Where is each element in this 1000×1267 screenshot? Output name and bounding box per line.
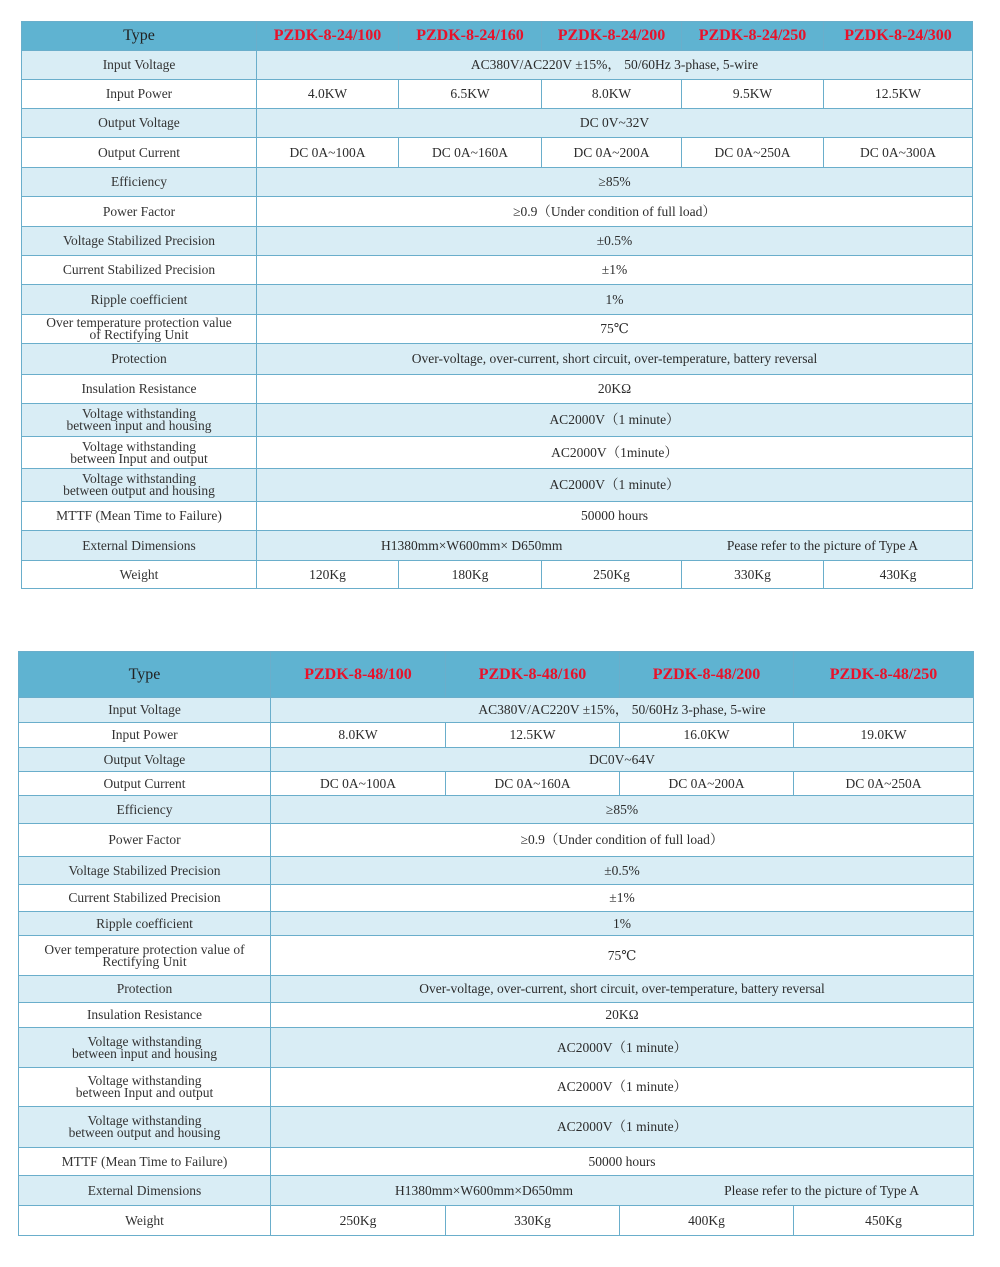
row-label: Power Factor xyxy=(22,197,257,227)
table-row xyxy=(19,748,974,772)
table-row xyxy=(22,168,973,197)
label-line: between output and housing xyxy=(68,1125,221,1140)
row-value: 50000 hours xyxy=(257,502,973,531)
table-row xyxy=(22,404,973,437)
row-value: AC380V/AC220V ±15%， 50/60Hz 3-phase, 5-wire xyxy=(271,698,974,723)
cell-value: DC 0A~160A xyxy=(446,772,620,796)
row-label: Current Stabilized Precision xyxy=(22,256,257,285)
row-label xyxy=(19,1028,271,1068)
label-line: Over temperature protection value of xyxy=(44,941,245,957)
row-label: Input Power xyxy=(22,80,257,109)
row-label: Voltage Stabilized Precision xyxy=(19,857,271,885)
dimensions-note: Pease refer to the picture of Type A xyxy=(726,537,918,553)
table-row xyxy=(19,976,974,1003)
row-label: Voltage Stabilized Precision xyxy=(22,227,257,256)
model-header: PZDK-8-24/100 xyxy=(257,22,399,51)
row-label: Output Voltage xyxy=(22,109,257,138)
table-row xyxy=(19,824,974,857)
model-header: PZDK-8-48/160 xyxy=(446,652,620,698)
row-label: Output Current xyxy=(19,772,271,796)
label-line: Voltage withstanding xyxy=(81,471,197,486)
table-row xyxy=(19,796,974,824)
cell-value: DC 0A~100A xyxy=(257,138,399,168)
table-row xyxy=(19,1107,974,1148)
table-row xyxy=(22,256,973,285)
row-value: 20KΩ xyxy=(271,1003,974,1028)
dimensions-note: Please refer to the picture of Type A xyxy=(724,1182,919,1198)
model-header: PZDK-8-24/200 xyxy=(542,22,682,51)
table-row xyxy=(22,285,973,315)
cell-value: 12.5KW xyxy=(446,723,620,748)
label-line: between Input and output xyxy=(75,1085,214,1100)
type-header: Type xyxy=(22,22,257,51)
row-value: ±1% xyxy=(271,885,974,912)
table-row xyxy=(22,502,973,531)
model-header: PZDK-8-48/200 xyxy=(620,652,794,698)
cell-value: 450Kg xyxy=(794,1206,974,1236)
row-value: ±1% xyxy=(257,256,973,285)
row-value: 75℃ xyxy=(257,315,973,344)
table-row xyxy=(19,1176,974,1206)
table-row xyxy=(19,1068,974,1107)
row-value: 1% xyxy=(271,912,974,936)
cell-value: 250Kg xyxy=(271,1206,446,1236)
row-label: Weight xyxy=(22,561,257,589)
row-value: AC2000V（1minute） xyxy=(257,437,973,469)
label-line: Voltage withstanding xyxy=(87,1033,202,1049)
cell-value: 4.0KW xyxy=(257,80,399,109)
row-value: 50000 hours xyxy=(271,1148,974,1176)
table-row xyxy=(19,1206,974,1236)
row-value: 75℃ xyxy=(271,936,974,976)
row-label: Protection xyxy=(22,344,257,375)
row-value xyxy=(271,1176,974,1206)
table-row xyxy=(19,885,974,912)
cell-value: 120Kg xyxy=(257,561,399,589)
model-header: PZDK-8-48/100 xyxy=(271,652,446,698)
table-row xyxy=(22,561,973,589)
spec-table-48v xyxy=(18,651,974,1236)
cell-value: 16.0KW xyxy=(620,723,794,748)
cell-value: DC 0A~100A xyxy=(271,772,446,796)
row-value xyxy=(257,531,973,561)
table-row xyxy=(19,936,974,976)
table-row xyxy=(19,772,974,796)
cell-value: 19.0KW xyxy=(794,723,974,748)
table-row xyxy=(19,723,974,748)
cell-value: 330Kg xyxy=(446,1206,620,1236)
model-header: PZDK-8-24/250 xyxy=(682,22,824,51)
row-label: External Dimensions xyxy=(22,531,257,561)
label-line: Voltage withstanding xyxy=(87,1113,202,1128)
table-row xyxy=(22,375,973,404)
table-row xyxy=(22,109,973,138)
row-value: Over-voltage, over-current, short circuit, over-temperature, battery reversal xyxy=(257,344,973,375)
row-value: DC0V~64V xyxy=(271,748,974,772)
row-value: ≥85% xyxy=(257,168,973,197)
header-row xyxy=(22,22,973,51)
row-value: AC2000V（1 minute） xyxy=(271,1107,974,1148)
table-row xyxy=(19,1028,974,1068)
model-header: PZDK-8-24/300 xyxy=(824,22,973,51)
row-label: Ripple coefficient xyxy=(22,285,257,315)
table-row xyxy=(22,344,973,375)
row-label xyxy=(22,315,257,344)
row-label xyxy=(22,404,257,437)
cell-value: 6.5KW xyxy=(399,80,542,109)
table-row xyxy=(22,138,973,168)
label-line: Rectifying Unit xyxy=(102,953,187,969)
cell-value: DC 0A~300A xyxy=(824,138,973,168)
row-value: ≥0.9（Under condition of full load） xyxy=(271,824,974,857)
cell-value: 180Kg xyxy=(399,561,542,589)
cell-value: 430Kg xyxy=(824,561,973,589)
row-label xyxy=(19,936,271,976)
table-row xyxy=(22,315,973,344)
cell-value: DC 0A~200A xyxy=(542,138,682,168)
row-label xyxy=(22,469,257,502)
row-label: Weight xyxy=(19,1206,271,1236)
row-label: Input Voltage xyxy=(19,698,271,723)
label-line: between input and housing xyxy=(66,418,212,433)
row-value: 1% xyxy=(257,285,973,315)
row-label: Input Power xyxy=(19,723,271,748)
table-row xyxy=(19,912,974,936)
row-label: MTTF (Mean Time to Failure) xyxy=(22,502,257,531)
row-value: DC 0V~32V xyxy=(257,109,973,138)
cell-value: 12.5KW xyxy=(824,80,973,109)
type-header: Type xyxy=(19,652,271,698)
row-label: Current Stabilized Precision xyxy=(19,885,271,912)
row-label: MTTF (Mean Time to Failure) xyxy=(19,1148,271,1176)
cell-value: 330Kg xyxy=(682,561,824,589)
label-line: between output and housing xyxy=(63,483,215,498)
row-value: ≥0.9（Under condition of full load） xyxy=(257,197,973,227)
table-row xyxy=(22,469,973,502)
cell-value: 8.0KW xyxy=(271,723,446,748)
row-label: Insulation Resistance xyxy=(22,375,257,404)
label-line: between input and housing xyxy=(71,1045,218,1061)
row-label: Ripple coefficient xyxy=(19,912,271,936)
label-line: Voltage withstanding xyxy=(81,406,197,421)
row-value: ≥85% xyxy=(271,796,974,824)
row-value: AC2000V（1 minute） xyxy=(257,404,973,437)
row-label xyxy=(19,1068,271,1107)
model-header: PZDK-8-24/160 xyxy=(399,22,542,51)
table-row xyxy=(22,197,973,227)
row-label: Output Current xyxy=(22,138,257,168)
cell-value: DC 0A~160A xyxy=(399,138,542,168)
model-header: PZDK-8-48/250 xyxy=(794,652,974,698)
cell-value: 8.0KW xyxy=(542,80,682,109)
table-row xyxy=(19,698,974,723)
table-row xyxy=(22,80,973,109)
label-line: between Input and output xyxy=(70,450,208,466)
table-row xyxy=(19,1003,974,1028)
row-label: Power Factor xyxy=(19,824,271,857)
row-label: Efficiency xyxy=(22,168,257,197)
label-line: Voltage withstanding xyxy=(81,438,197,454)
row-value: ±0.5% xyxy=(271,857,974,885)
row-value: Over-voltage, over-current, short circuit, over-temperature, battery reversal xyxy=(271,976,974,1003)
cell-value: DC 0A~200A xyxy=(620,772,794,796)
label-line: Over temperature protection value xyxy=(46,315,232,330)
header-row xyxy=(19,652,974,698)
row-label: Input Voltage xyxy=(22,51,257,80)
dimensions-value: H1380mm×W600mm×D650mm xyxy=(395,1182,573,1198)
row-value: ±0.5% xyxy=(257,227,973,256)
cell-value: 250Kg xyxy=(542,561,682,589)
row-value: 20KΩ xyxy=(257,375,973,404)
row-label xyxy=(19,1107,271,1148)
row-label: Output Voltage xyxy=(19,748,271,772)
cell-value: 400Kg xyxy=(620,1206,794,1236)
row-label: Efficiency xyxy=(19,796,271,824)
row-label: Insulation Resistance xyxy=(19,1003,271,1028)
label-line: of Rectifying Unit xyxy=(89,327,189,342)
row-value: AC380V/AC220V ±15%， 50/60Hz 3-phase, 5-wire xyxy=(257,51,973,80)
table-row xyxy=(22,437,973,469)
label-line: Voltage withstanding xyxy=(87,1073,202,1088)
row-value: AC2000V（1 minute） xyxy=(257,469,973,502)
cell-value: DC 0A~250A xyxy=(682,138,824,168)
cell-value: DC 0A~250A xyxy=(794,772,974,796)
row-value: AC2000V（1 minute） xyxy=(271,1068,974,1107)
dimensions-value: H1380mm×W600mm× D650mm xyxy=(381,537,563,553)
table-row xyxy=(22,51,973,80)
row-label xyxy=(22,437,257,469)
cell-value: 9.5KW xyxy=(682,80,824,109)
table-row xyxy=(22,531,973,561)
spec-table-24v xyxy=(21,21,973,589)
table-row xyxy=(22,227,973,256)
table-row xyxy=(19,1148,974,1176)
row-label: Protection xyxy=(19,976,271,1003)
row-value: AC2000V（1 minute） xyxy=(271,1028,974,1068)
row-label: External Dimensions xyxy=(19,1176,271,1206)
table-row xyxy=(19,857,974,885)
